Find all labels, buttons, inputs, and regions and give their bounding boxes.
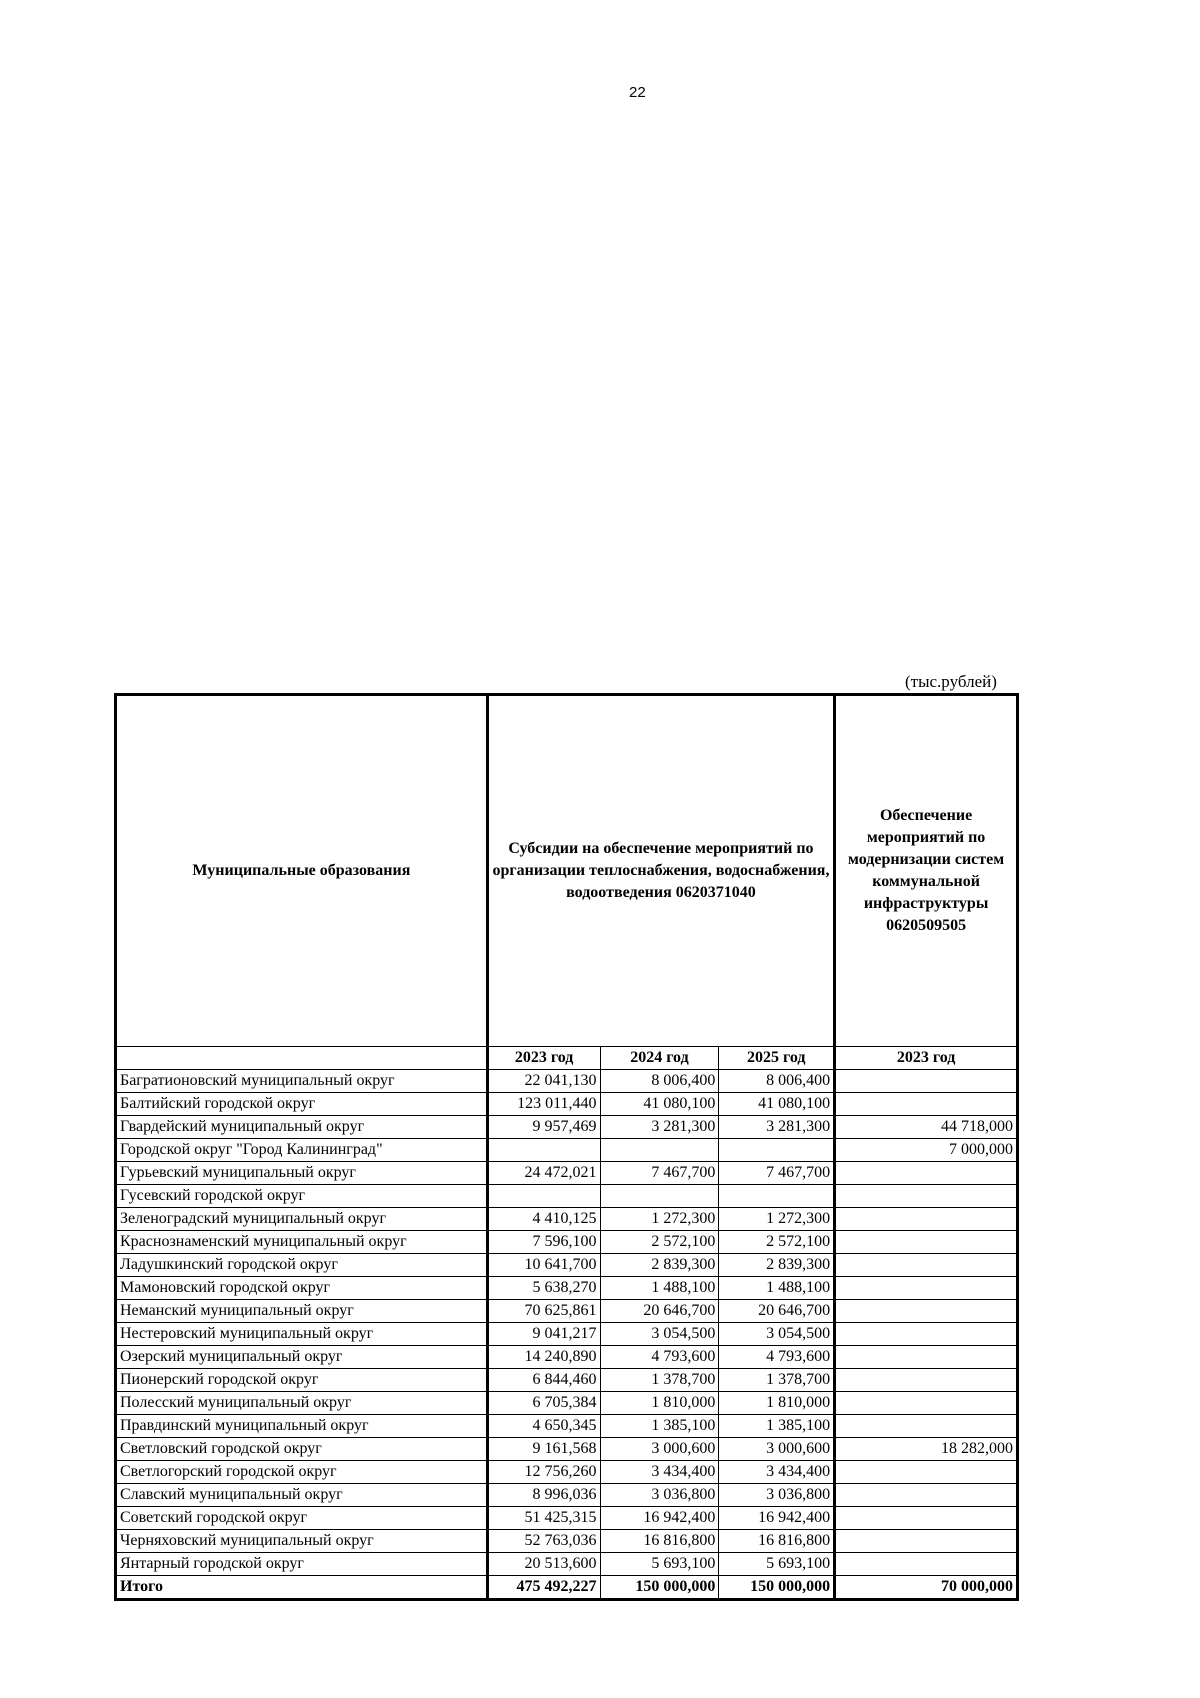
table-row: [116, 1093, 1018, 1116]
subsidy-2023-value: 8 996,036: [487, 1484, 600, 1507]
subsidy-2024-value: 5 693,100: [600, 1553, 719, 1576]
subsidy-2025-value: 3 036,800: [719, 1484, 835, 1507]
modernization-2023-value: [835, 1323, 1018, 1346]
table-row: [116, 1323, 1018, 1346]
municipality-name: Ладушкинский городской округ: [116, 1254, 488, 1277]
subsidy-2023-value: 9 041,217: [487, 1323, 600, 1346]
subsidy-2023-value: 70 625,861: [487, 1300, 600, 1323]
subsidy-2024-value: 3 434,400: [600, 1461, 719, 1484]
subsidy-2025-value: 4 793,600: [719, 1346, 835, 1369]
subsidy-2024-value: 1 385,100: [600, 1415, 719, 1438]
modernization-2023-value: [835, 1185, 1018, 1208]
subsidy-2023-value: 9 957,469: [487, 1116, 600, 1139]
modernization-2023-value: [835, 1208, 1018, 1231]
subsidy-2024-value: 2 572,100: [600, 1231, 719, 1254]
subsidy-2025-value: 1 810,000: [719, 1392, 835, 1415]
page-number-text: 22: [629, 84, 646, 101]
subsidy-2023-value: 24 472,021: [487, 1162, 600, 1185]
year-header-2024: 2024 год: [600, 1047, 719, 1070]
year-header-mod-2023: 2023 год: [835, 1047, 1018, 1070]
modernization-2023-value: [835, 1392, 1018, 1415]
subsidy-2023-value: 12 756,260: [487, 1461, 600, 1484]
table-row: [116, 1185, 1018, 1208]
subsidy-2025-value: 1 272,300: [719, 1208, 835, 1231]
subsidy-2023-value: 20 513,600: [487, 1553, 600, 1576]
subsidy-2023-value: 22 041,130: [487, 1070, 600, 1093]
table-row: [116, 1484, 1018, 1507]
subsidy-2023-value: 6 705,384: [487, 1392, 600, 1415]
modernization-2023-value: [835, 1254, 1018, 1277]
table-row: [116, 1139, 1018, 1162]
subsidy-2023-value: 6 844,460: [487, 1369, 600, 1392]
subsidy-2023-value: 10 641,700: [487, 1254, 600, 1277]
table-body: [116, 1070, 1018, 1600]
subsidy-2023-value: 14 240,890: [487, 1346, 600, 1369]
municipality-name: Черняховский муниципальный округ: [116, 1530, 488, 1553]
municipality-name: Итого: [116, 1576, 488, 1600]
modernization-2023-value: 70 000,000: [835, 1576, 1018, 1600]
subsidy-2023-value: 123 011,440: [487, 1093, 600, 1116]
subsidy-2023-value: [487, 1139, 600, 1162]
subsidy-2024-value: 1 378,700: [600, 1369, 719, 1392]
subsidy-2024-value: 41 080,100: [600, 1093, 719, 1116]
subsidy-2023-value: 5 638,270: [487, 1277, 600, 1300]
subsidy-2024-value: 150 000,000: [600, 1576, 719, 1600]
year-row: [116, 1047, 1018, 1070]
subsidy-2024-value: 3 054,500: [600, 1323, 719, 1346]
modernization-2023-value: [835, 1461, 1018, 1484]
municipality-name: Славский муниципальный округ: [116, 1484, 488, 1507]
subsidy-2024-value: 3 000,600: [600, 1438, 719, 1461]
subsidy-2025-value: 3 434,400: [719, 1461, 835, 1484]
table-row: [116, 1116, 1018, 1139]
subsidy-2024-value: 3 036,800: [600, 1484, 719, 1507]
subsidy-2024-value: 1 272,300: [600, 1208, 719, 1231]
modernization-2023-value: [835, 1415, 1018, 1438]
modernization-2023-value: [835, 1277, 1018, 1300]
subsidy-2024-value: [600, 1139, 719, 1162]
municipality-name: Зеленоградский муниципальный округ: [116, 1208, 488, 1231]
modernization-2023-value: [835, 1162, 1018, 1185]
subsidy-2024-value: 20 646,700: [600, 1300, 719, 1323]
modernization-2023-value: [835, 1070, 1018, 1093]
modernization-2023-value: [835, 1530, 1018, 1553]
municipality-name: Краснознаменский муниципальный округ: [116, 1231, 488, 1254]
subsidy-2025-value: 16 942,400: [719, 1507, 835, 1530]
subsidy-2025-value: 8 006,400: [719, 1070, 835, 1093]
subsidy-2024-value: 3 281,300: [600, 1116, 719, 1139]
table-row: [116, 1415, 1018, 1438]
modernization-2023-value: [835, 1093, 1018, 1116]
municipality-name: Полесский муниципальный округ: [116, 1392, 488, 1415]
subsidy-2025-value: 1 488,100: [719, 1277, 835, 1300]
unit-label: (тыс.рублей): [905, 672, 997, 691]
total-row: [116, 1576, 1018, 1600]
subsidy-2023-value: 4 650,345: [487, 1415, 600, 1438]
subsidy-2024-value: 1 488,100: [600, 1277, 719, 1300]
municipality-name: Светловский городской округ: [116, 1438, 488, 1461]
table-row: [116, 1369, 1018, 1392]
modernization-2023-value: [835, 1346, 1018, 1369]
table-row: [116, 1507, 1018, 1530]
municipality-name: Правдинский муниципальный округ: [116, 1415, 488, 1438]
modernization-2023-value: [835, 1231, 1018, 1254]
header-row: [116, 695, 1018, 1047]
municipality-name: Мамоновский городской округ: [116, 1277, 488, 1300]
modernization-2023-value: 18 282,000: [835, 1438, 1018, 1461]
header-subsidies: Субсидии на обеспечение мероприятий по организации теплоснабжения, водоснабжения, водоотведения 0620371040: [487, 695, 834, 1047]
subsidy-2024-value: 16 942,400: [600, 1507, 719, 1530]
municipality-name: Светлогорский городской округ: [116, 1461, 488, 1484]
subsidy-2025-value: 2 839,300: [719, 1254, 835, 1277]
subsidy-2024-value: 16 816,800: [600, 1530, 719, 1553]
subsidy-2025-value: 1 378,700: [719, 1369, 835, 1392]
municipality-name: Гусевский городской округ: [116, 1185, 488, 1208]
table-row: [116, 1162, 1018, 1185]
table-row: [116, 1254, 1018, 1277]
subsidy-2025-value: 3 054,500: [719, 1323, 835, 1346]
subsidy-table: [114, 693, 1019, 1601]
municipality-name: Гурьевский муниципальный округ: [116, 1162, 488, 1185]
municipality-name: Городской округ "Город Калининград": [116, 1139, 488, 1162]
subsidy-2023-value: 4 410,125: [487, 1208, 600, 1231]
year-empty-cell: [116, 1047, 488, 1070]
subsidy-2025-value: 16 816,800: [719, 1530, 835, 1553]
municipality-name: Советский городской округ: [116, 1507, 488, 1530]
subsidy-2023-value: 52 763,036: [487, 1530, 600, 1553]
modernization-2023-value: [835, 1300, 1018, 1323]
table-row: [116, 1070, 1018, 1093]
header-modernization: Обеспечение мероприятий по модернизации систем коммунальной инфраструктуры 0620509505: [835, 695, 1018, 1047]
table-row: [116, 1208, 1018, 1231]
table-row: [116, 1392, 1018, 1415]
subsidy-2023-value: 51 425,315: [487, 1507, 600, 1530]
subsidy-2025-value: 150 000,000: [719, 1576, 835, 1600]
subsidy-2024-value: 2 839,300: [600, 1254, 719, 1277]
subsidy-2025-value: 41 080,100: [719, 1093, 835, 1116]
subsidy-2025-value: [719, 1139, 835, 1162]
subsidy-2024-value: [600, 1185, 719, 1208]
table-row: [116, 1530, 1018, 1553]
year-header-2025: 2025 год: [719, 1047, 835, 1070]
municipality-name: Балтийский городской округ: [116, 1093, 488, 1116]
subsidy-2025-value: 2 572,100: [719, 1231, 835, 1254]
table-row: [116, 1346, 1018, 1369]
subsidy-2024-value: 4 793,600: [600, 1346, 719, 1369]
modernization-2023-value: [835, 1553, 1018, 1576]
municipality-name: Озерский муниципальный округ: [116, 1346, 488, 1369]
subsidy-2024-value: 7 467,700: [600, 1162, 719, 1185]
modernization-2023-value: 7 000,000: [835, 1139, 1018, 1162]
subsidy-2025-value: 1 385,100: [719, 1415, 835, 1438]
header-municipalities: Муниципальные образования: [116, 695, 488, 1047]
modernization-2023-value: [835, 1507, 1018, 1530]
subsidy-2023-value: 9 161,568: [487, 1438, 600, 1461]
subsidy-2025-value: 7 467,700: [719, 1162, 835, 1185]
municipality-name: Неманский муниципальный округ: [116, 1300, 488, 1323]
municipality-name: Пионерский городской округ: [116, 1369, 488, 1392]
modernization-2023-value: [835, 1484, 1018, 1507]
table-row: [116, 1438, 1018, 1461]
subsidy-2025-value: 5 693,100: [719, 1553, 835, 1576]
municipality-name: Гвардейский муниципальный округ: [116, 1116, 488, 1139]
municipality-name: Багратионовский муниципальный округ: [116, 1070, 488, 1093]
table-row: [116, 1553, 1018, 1576]
year-header-2023: 2023 год: [487, 1047, 600, 1070]
subsidy-2025-value: 20 646,700: [719, 1300, 835, 1323]
subsidy-2024-value: 8 006,400: [600, 1070, 719, 1093]
modernization-2023-value: [835, 1369, 1018, 1392]
subsidy-2025-value: 3 000,600: [719, 1438, 835, 1461]
modernization-2023-value: 44 718,000: [835, 1116, 1018, 1139]
table-row: [116, 1300, 1018, 1323]
table-row: [116, 1231, 1018, 1254]
subsidy-2024-value: 1 810,000: [600, 1392, 719, 1415]
table-row: [116, 1277, 1018, 1300]
subsidy-2025-value: 3 281,300: [719, 1116, 835, 1139]
subsidy-2023-value: [487, 1185, 600, 1208]
subsidy-2023-value: 7 596,100: [487, 1231, 600, 1254]
subsidy-2025-value: [719, 1185, 835, 1208]
municipality-name: Янтарный городской округ: [116, 1553, 488, 1576]
table-row: [116, 1461, 1018, 1484]
subsidy-2023-value: 475 492,227: [487, 1576, 600, 1600]
municipality-name: Нестеровский муниципальный округ: [116, 1323, 488, 1346]
